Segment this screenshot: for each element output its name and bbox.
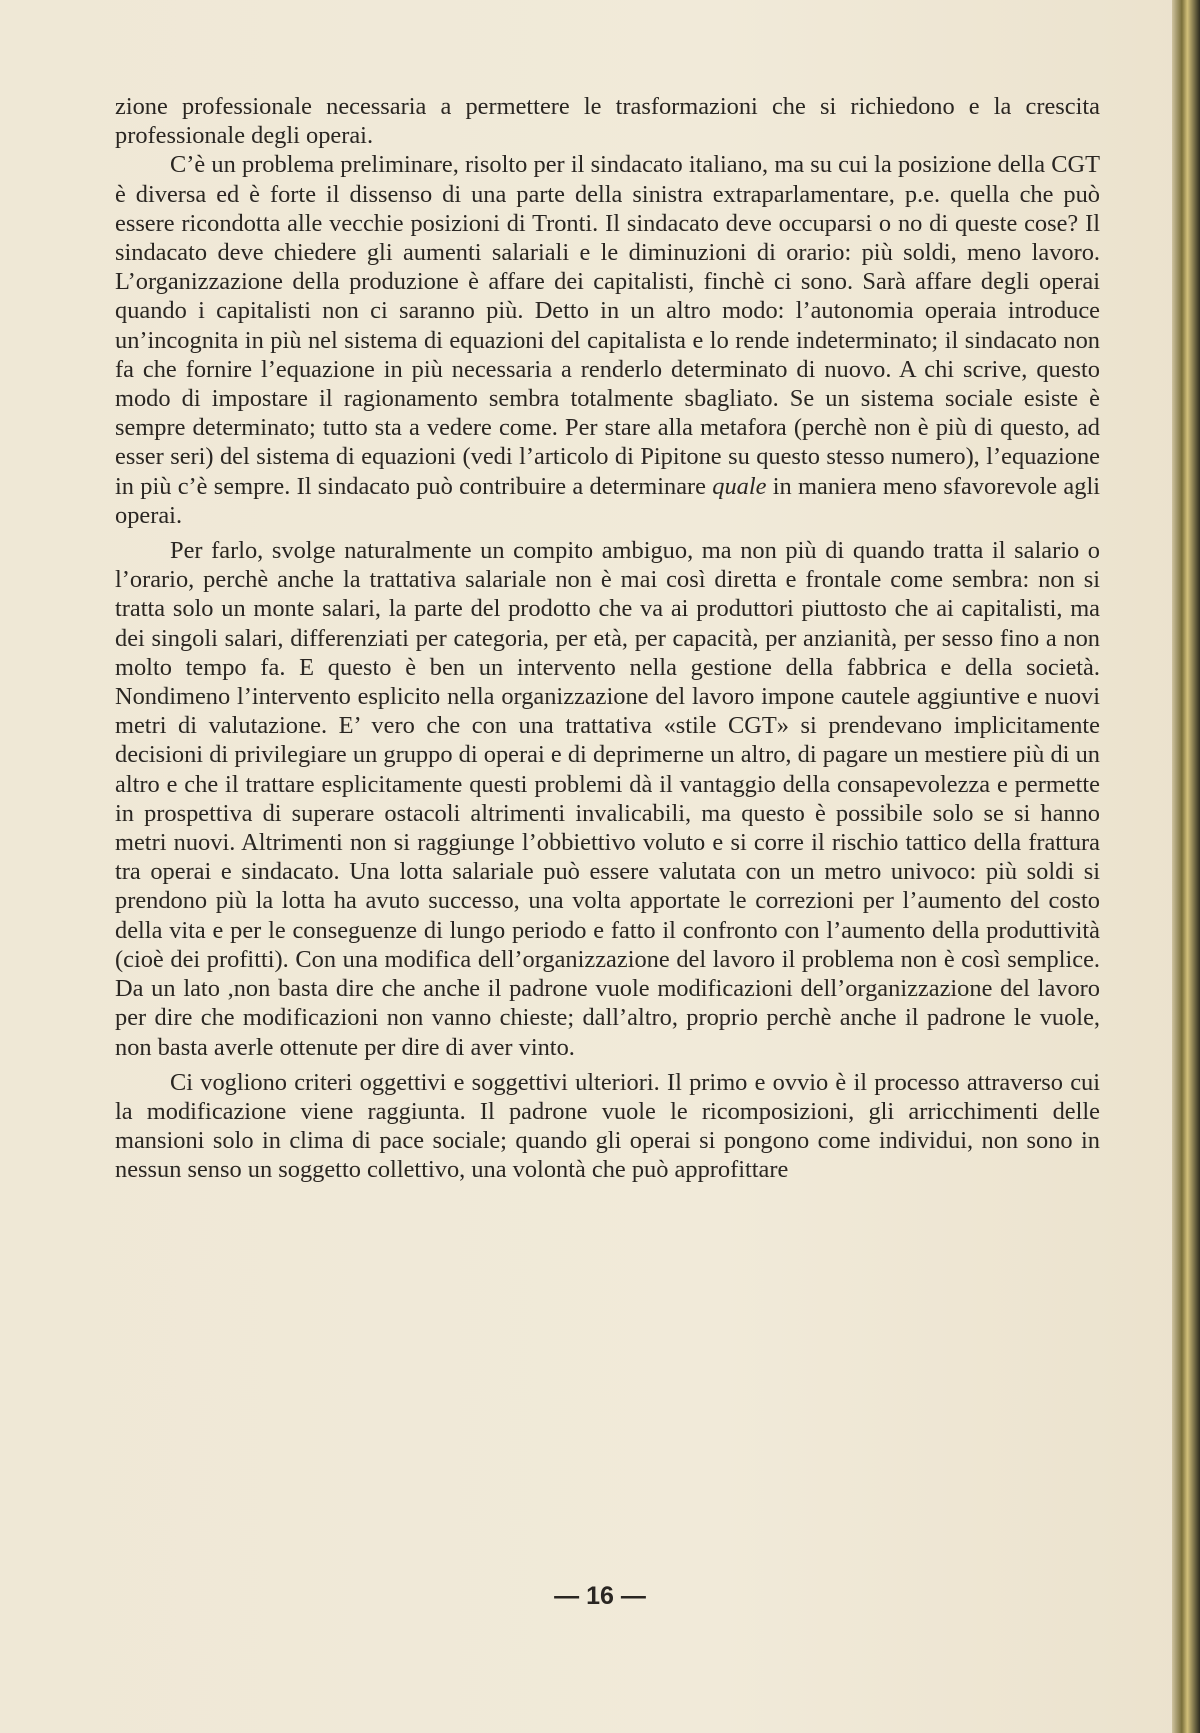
paragraph-2-text-b: in maniera meno sfavorevole agli operai.	[115, 472, 1101, 529]
paragraph-2-text-a: C’è un problema preliminare, risolto per il sindacato italiano, ma su cui la posizione della CGT è diversa ed è forte il dissenso di una parte della sinistra extraparlamentare, p.e. quella che può essere ricondotta alle vecchie posizioni di Tronti. Il sindacato deve occuparsi o no di queste cose? Il sindacato deve chiedere gli aumenti salariali e le diminuzioni di orario: più soldi, meno lavoro. L’organizzazione della produzione è affare dei capitalisti, finchè ci sono. Sarà affare degli operai quando i capitalisti non ci saranno più. Detto in un altro modo: l’autonomia operaia introduce un’incognita in più nel sistema di equazioni del capitalista e lo rende indeterminato; il sindacato non fa che fornire l’equazione in più necessaria a renderlo determinato di nuovo. A chi scrive, questo modo di impostare il ragionamento sembra totalmente sbagliato. Se un sistema sociale esiste è sempre determinato; tutto sta a vedere come. Per stare alla metafora (perchè non è più di questo, ad esser seri) del sistema di equazioni (vedi l’articolo di Pipitone su questo stesso numero), l’equazione in più c’è sempre. Il sindacato può contribuire a determinare	[115, 151, 1100, 500]
paragraph-1-text: zione professionale necessaria a permettere le trasformazioni che si richiedono e la crescita professionale degli operai.	[115, 93, 1100, 150]
page-edge-shadow	[1172, 0, 1200, 1733]
page-number: — 16 —	[554, 1582, 646, 1610]
body-text	[115, 92, 1100, 1185]
paragraph-2-italic: quale	[712, 472, 767, 500]
paragraph-3-text: Per farlo, svolge naturalmente un compito ambiguo, ma non più di quando tratta il salario o l’orario, perchè anche la trattativa salariale non è mai così diretta e frontale come sembra: non si tratta solo un monte salari, la parte del prodotto che va ai produttori piuttosto che ai capitalisti, ma dei singoli salari, differenziati per categoria, per età, per capacità, per anzianità, per sesso fino a non molto tempo fa. E questo è ben un intervento nella gestione della fabbrica e della società. Nondimeno l’intervento esplicito nella organizzazione del lavoro impone cautele aggiuntive e nuovi metri di valutazione. E’ vero che con una trattativa «stile CGT» si prendevano implicitamente decisioni di privilegiare un gruppo di operai e di deprimerne un altro, di pagare un mestiere più di un altro e che il trattare esplicitamente questi problemi dà il vantaggio della consapevolezza e permette in prospettiva di superare ostacoli altrimenti invalicabili, ma questo è possibile solo se si hanno metri nuovi. Altrimenti non si raggiunge l’obbiettivo voluto e si corre il rischio tattico della frattura tra operai e sindacato. Una lotta salariale può essere valutata con un metro univoco: più soldi si prendono più la lotta ha avuto successo, una volta apportate le correzioni per l’aumento del costo della vita e per le conseguenze di lungo periodo e fatto il confronto con l’aumento della produttività (cioè dei profitti). Con una modifica dell’organizzazione del lavoro il problema non è così semplice. Da un lato ,non basta dire che anche il padrone vuole modificazioni dell’organizzazione del lavoro per dire che modificazioni non vanno chieste; dall’altro, proprio perchè anche il padrone le vuole, non basta averle ottenute per dire di aver vinto.	[115, 537, 1100, 1061]
paragraph-continuation	[115, 92, 1100, 150]
paragraph-cgt	[115, 150, 1100, 530]
paragraph-per-farlo	[115, 536, 1100, 1062]
paragraph-4-text: Ci vogliono criteri oggettivi e soggettivi ulteriori. Il primo e ovvio è il processo attraverso cui la modificazione viene raggiunta. Il padrone vuole le ricomposizioni, gli arricchimenti delle mansioni solo in clima di pace sociale; quando gli operai si pongono come individui, non sono in nessun senso un soggetto collettivo, una volontà che può approfittare	[115, 1068, 1100, 1184]
paragraph-criteri	[115, 1068, 1100, 1185]
